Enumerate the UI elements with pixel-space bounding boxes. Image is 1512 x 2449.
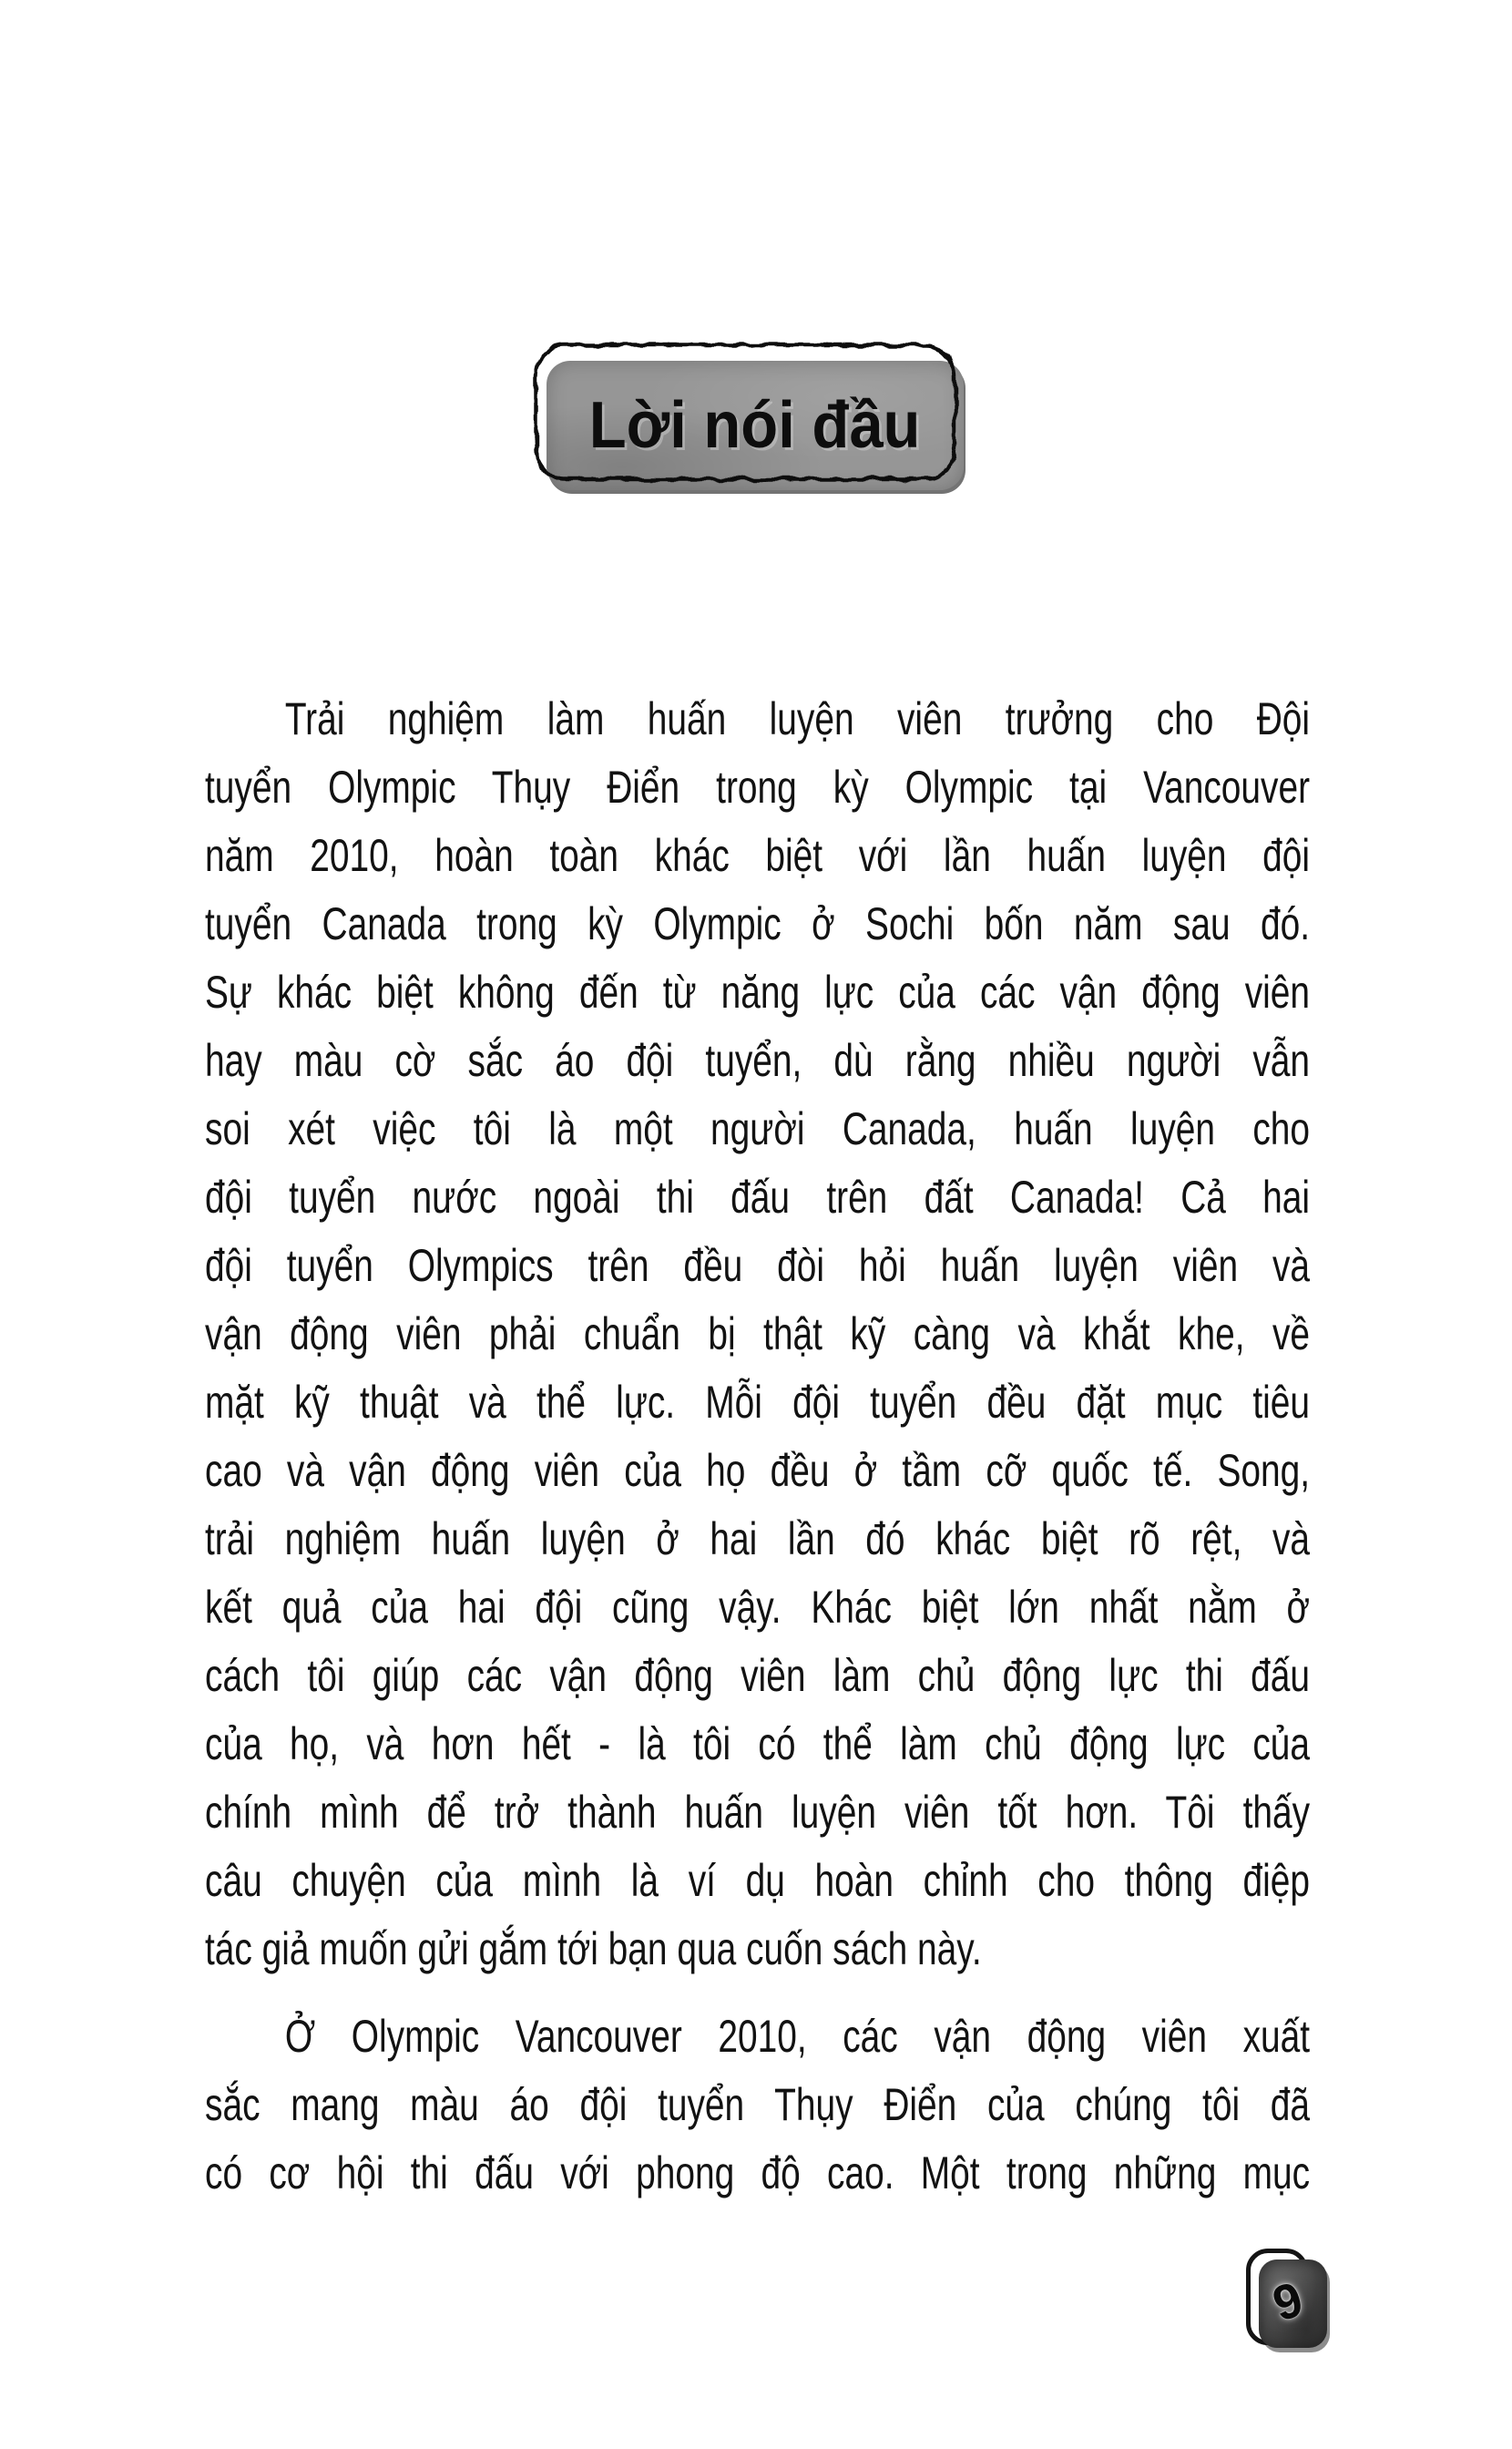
text-line: chính mình để trở thành huấn luyện viên tốt hơn. Tôi thấy xyxy=(205,1787,1311,1838)
text-line: vận động viên phải chuẩn bị thật kỹ càng và khắt khe, về xyxy=(205,1308,1311,1359)
text-line: có cơ hội thi đấu với phong độ cao. Một trong những mục xyxy=(205,2147,1311,2198)
page-title: Lời nói đầu xyxy=(589,389,921,462)
paragraph xyxy=(205,685,1310,1983)
text-line: mặt kỹ thuật và thể lực. Mỗi đội tuyển đều đặt mục tiêu xyxy=(205,1377,1311,1428)
text-line: tác giả muốn gửi gắm tới bạn qua cuốn sách này. xyxy=(205,1923,982,1974)
title-plate xyxy=(547,361,964,490)
text-line: hay màu cờ sắc áo đội tuyển, dù rằng nhiều người vẫn xyxy=(205,1035,1311,1086)
paragraph xyxy=(205,2003,1310,2208)
text-line: đội tuyển nước ngoài thi đấu trên đất Canada! Cả hai xyxy=(205,1172,1311,1223)
text-line: trải nghiệm huấn luyện ở hai lần đó khác biệt rõ rệt, và xyxy=(205,1513,1311,1564)
text-line: câu chuyện của mình là ví dụ hoàn chỉnh cho thông điệp xyxy=(205,1855,1311,1906)
page-number-badge xyxy=(1259,2259,1327,2348)
text-line: sắc mang màu áo đội tuyển Thụy Điển của chúng tôi đã xyxy=(205,2079,1311,2130)
text-line: Sự khác biệt không đến từ năng lực của các vận động viên xyxy=(205,967,1311,1018)
text-line: cách tôi giúp các vận động viên làm chủ động lực thi đấu xyxy=(205,1650,1311,1701)
text-line: của họ, và hơn hết - là tôi có thể làm chủ động lực của xyxy=(205,1718,1311,1769)
text-line: soi xét việc tôi là một người Canada, huấn luyện cho xyxy=(205,1103,1311,1154)
text-line: năm 2010, hoàn toàn khác biệt với lần huấn luyện đội xyxy=(205,830,1311,881)
text-line: cao và vận động viên của họ đều ở tầm cỡ quốc tế. Song, xyxy=(205,1445,1311,1496)
text-line: tuyển Canada trong kỳ Olympic ở Sochi bốn năm sau đó. xyxy=(205,898,1311,949)
text-line: kết quả của hai đội cũng vậy. Khác biệt lớn nhất nằm ở xyxy=(205,1582,1311,1633)
title-banner xyxy=(531,339,974,496)
text-line: Trải nghiệm làm huấn luyện viên trưởng cho Đội xyxy=(284,693,1311,744)
body-text xyxy=(205,685,1310,2208)
text-line: Ở Olympic Vancouver 2010, các vận động viên xuất xyxy=(284,2011,1311,2062)
text-line: đội tuyển Olympics trên đều đòi hỏi huấn luyện viên và xyxy=(205,1240,1311,1291)
page-number: 9 xyxy=(1266,2270,1311,2332)
text-line: tuyển Olympic Thụy Điển trong kỳ Olympic tại Vancouver xyxy=(205,762,1311,813)
